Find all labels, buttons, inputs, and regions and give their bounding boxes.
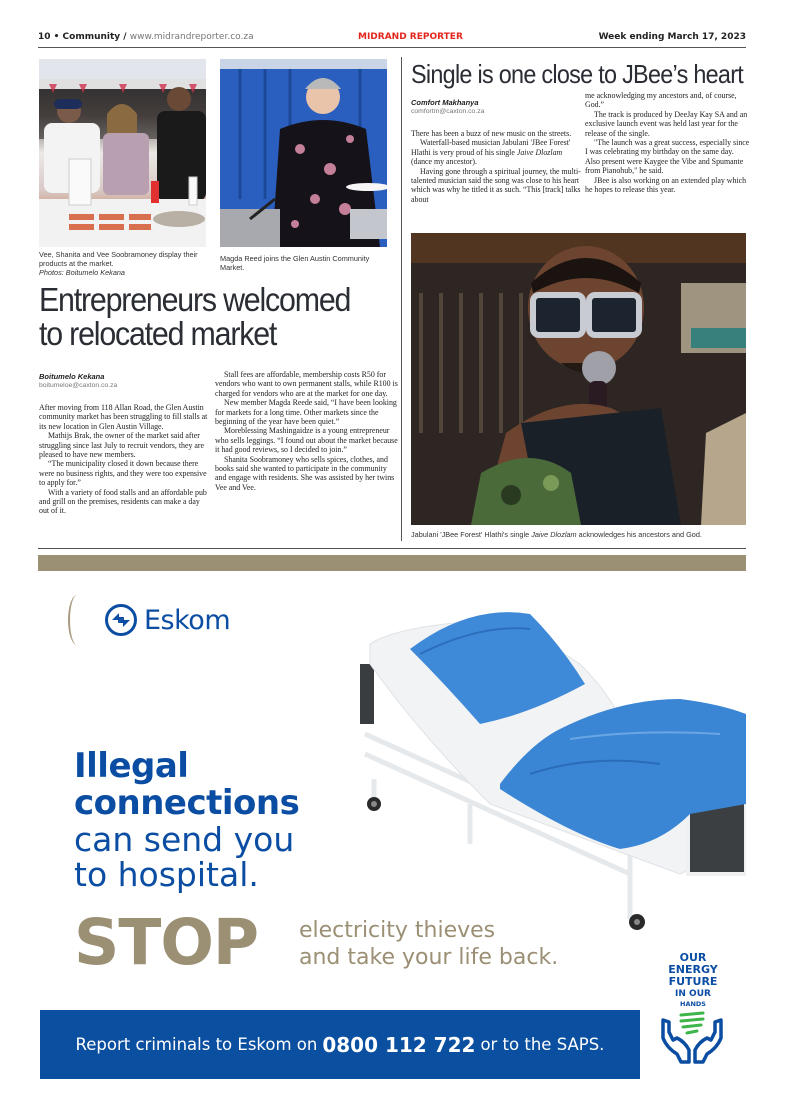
badge-line: IN OUR	[675, 989, 711, 999]
section-rule	[38, 548, 746, 549]
caption-text: acknowledges his ancestors and God.	[576, 530, 702, 539]
headline-line: to hospital.	[74, 855, 259, 894]
stop-text: STOP	[74, 906, 259, 979]
headline-line: Illegal	[74, 746, 189, 786]
page-section-label	[38, 32, 254, 42]
market-author-email[interactable]: boitumeloe@caxton.co.za	[39, 382, 118, 389]
badge-line: ENERGY	[668, 963, 718, 976]
paragraph-text: Waterfall-based musician Jabulani 'JBee Forest' Hlathi is very proud of his single	[411, 138, 571, 157]
singer-illustration	[411, 233, 746, 525]
market-headline: Entrepreneurs welcomed to relocated market	[39, 281, 351, 352]
headline-line: connections	[74, 783, 300, 823]
jbee-author-email[interactable]: comfortm@caxton.co.za	[411, 108, 485, 115]
market-body-column-1	[39, 403, 211, 516]
publication-name: MIDRAND REPORTER	[358, 32, 463, 42]
stop-line: and take your life back.	[299, 945, 559, 970]
issue-date: Week ending March 17, 2023	[598, 32, 746, 42]
tan-divider-band	[38, 555, 746, 571]
report-hotline-bar	[40, 1010, 640, 1079]
page-header	[38, 30, 746, 48]
paragraph: After moving from 118 Allan Road, the Glen Austin community market has been struggling to fill stalls at its new location in Glen Austin Village.	[39, 403, 208, 431]
paragraph-text: (dance my ancestor).	[411, 157, 477, 167]
column-divider	[401, 57, 402, 541]
single-title: Jaive Dlozlam	[531, 530, 577, 539]
paragraph: "The launch was a great success, especially since I was celebrating my birthday on the same day. Also present were Kaygee the Vibe and Spumante from Pianohub," he said.	[585, 138, 750, 176]
paragraph: The track is produced by DeeJay Kay SA and an exclusive launch event was held last year for the release of the single.	[585, 109, 748, 138]
paragraph: There has been a buzz of new music on the streets.	[411, 129, 572, 138]
paragraph: “The municipality closed it down because there were no business rights, and they were too expensive to apply for.”	[39, 459, 207, 488]
market-stall-illustration	[39, 59, 206, 247]
stop-subline	[299, 917, 558, 971]
paragraph: New member Magda Reede said, “I have been looking for markets for a long time. Other markets since the beginning of the year have been quiet.”	[215, 398, 397, 427]
jbee-performing-photo	[411, 233, 746, 525]
jbee-body-column-2	[585, 91, 750, 194]
paragraph: Having gone through a spiritual journey, the multi-talented musician said the song was close to his heart which was why he titled it as such. “This [track] talks about	[411, 166, 581, 204]
vendor-illustration	[220, 59, 387, 247]
eskom-emblem-icon	[104, 603, 138, 637]
section-name: 10 • Community /	[38, 32, 130, 42]
advert-headline	[74, 748, 299, 892]
single-title: Jaive Dlozlam	[516, 147, 563, 157]
photo-credit: Photos: Boitumelo Kekana	[39, 268, 125, 277]
bracket-decoration	[68, 595, 86, 645]
market-body-column-2	[215, 370, 398, 492]
badge-line: FUTURE	[668, 975, 718, 988]
bar-text: Report criminals to Eskom on	[75, 1035, 318, 1054]
hotline-number[interactable]: 0800 112 722	[322, 1032, 476, 1057]
paragraph: JBee is also working on an extended play which he hopes to release this year.	[585, 175, 747, 195]
paragraph: Shanita Soobramoney who sells spices, clothes, and books said she wanted to participate in the community and engage with residents. She was assisted by her twins Vee and Vee.	[215, 454, 395, 492]
paragraph: me acknowledging my ancestors and, of course, God.”	[585, 91, 737, 110]
bar-text: or to the SAPS.	[480, 1035, 605, 1054]
jbee-headline: Single is one close to JBee’s heart	[411, 59, 744, 89]
magda-photo-caption: Magda Reed joins the Glen Austin Community Market.	[220, 254, 370, 272]
hands-holding-energy-icon	[657, 1010, 727, 1066]
jbee-byline: Comfort Makhanya	[411, 98, 479, 107]
stop-line: electricity thieves	[299, 918, 496, 943]
caption-text: Jabulani 'JBee Forest' Hlathi's single	[411, 530, 532, 539]
hospital-bed-illustration	[360, 604, 746, 939]
energy-future-badge	[652, 952, 734, 1008]
paragraph: With a variety of food stalls and an affordable pub and grill on the premises, residents can make a day out of it.	[39, 487, 207, 516]
caption-text: Vee, Shanita and Vee Soobramoney display their products at the market.	[39, 250, 198, 268]
eskom-logo[interactable]	[104, 603, 230, 637]
badge-line: OUR	[679, 951, 707, 964]
market-stall-photo	[39, 59, 206, 247]
headline-line: can send you	[74, 820, 295, 859]
market-byline: Boitumelo Kekana	[39, 372, 105, 381]
paragraph: Stall fees are affordable, membership costs R50 for vendors who want to own permanent stalls, while R100 is charged for vendors who are at the market for one day.	[215, 370, 398, 398]
paragraph: Mathijs Brak, the owner of the market said after struggling since last July to recruit vendors, they are pleased to have new members.	[39, 431, 205, 460]
magda-reed-photo	[220, 59, 387, 247]
paragraph: Moreblessing Mashingaidze is a young entrepreneur who sells leggings. “I found out about the market because it had good reviews, so I decided to join.”	[215, 426, 398, 455]
website-url[interactable]: www.midrandreporter.co.za	[129, 32, 254, 42]
jbee-photo-caption	[411, 530, 751, 539]
badge-line: HANDS	[680, 1000, 706, 1008]
jbee-body-column-1	[411, 129, 581, 204]
eskom-wordmark: Eskom	[144, 604, 231, 636]
paragraph	[411, 138, 581, 166]
market-photo-caption	[39, 250, 209, 277]
